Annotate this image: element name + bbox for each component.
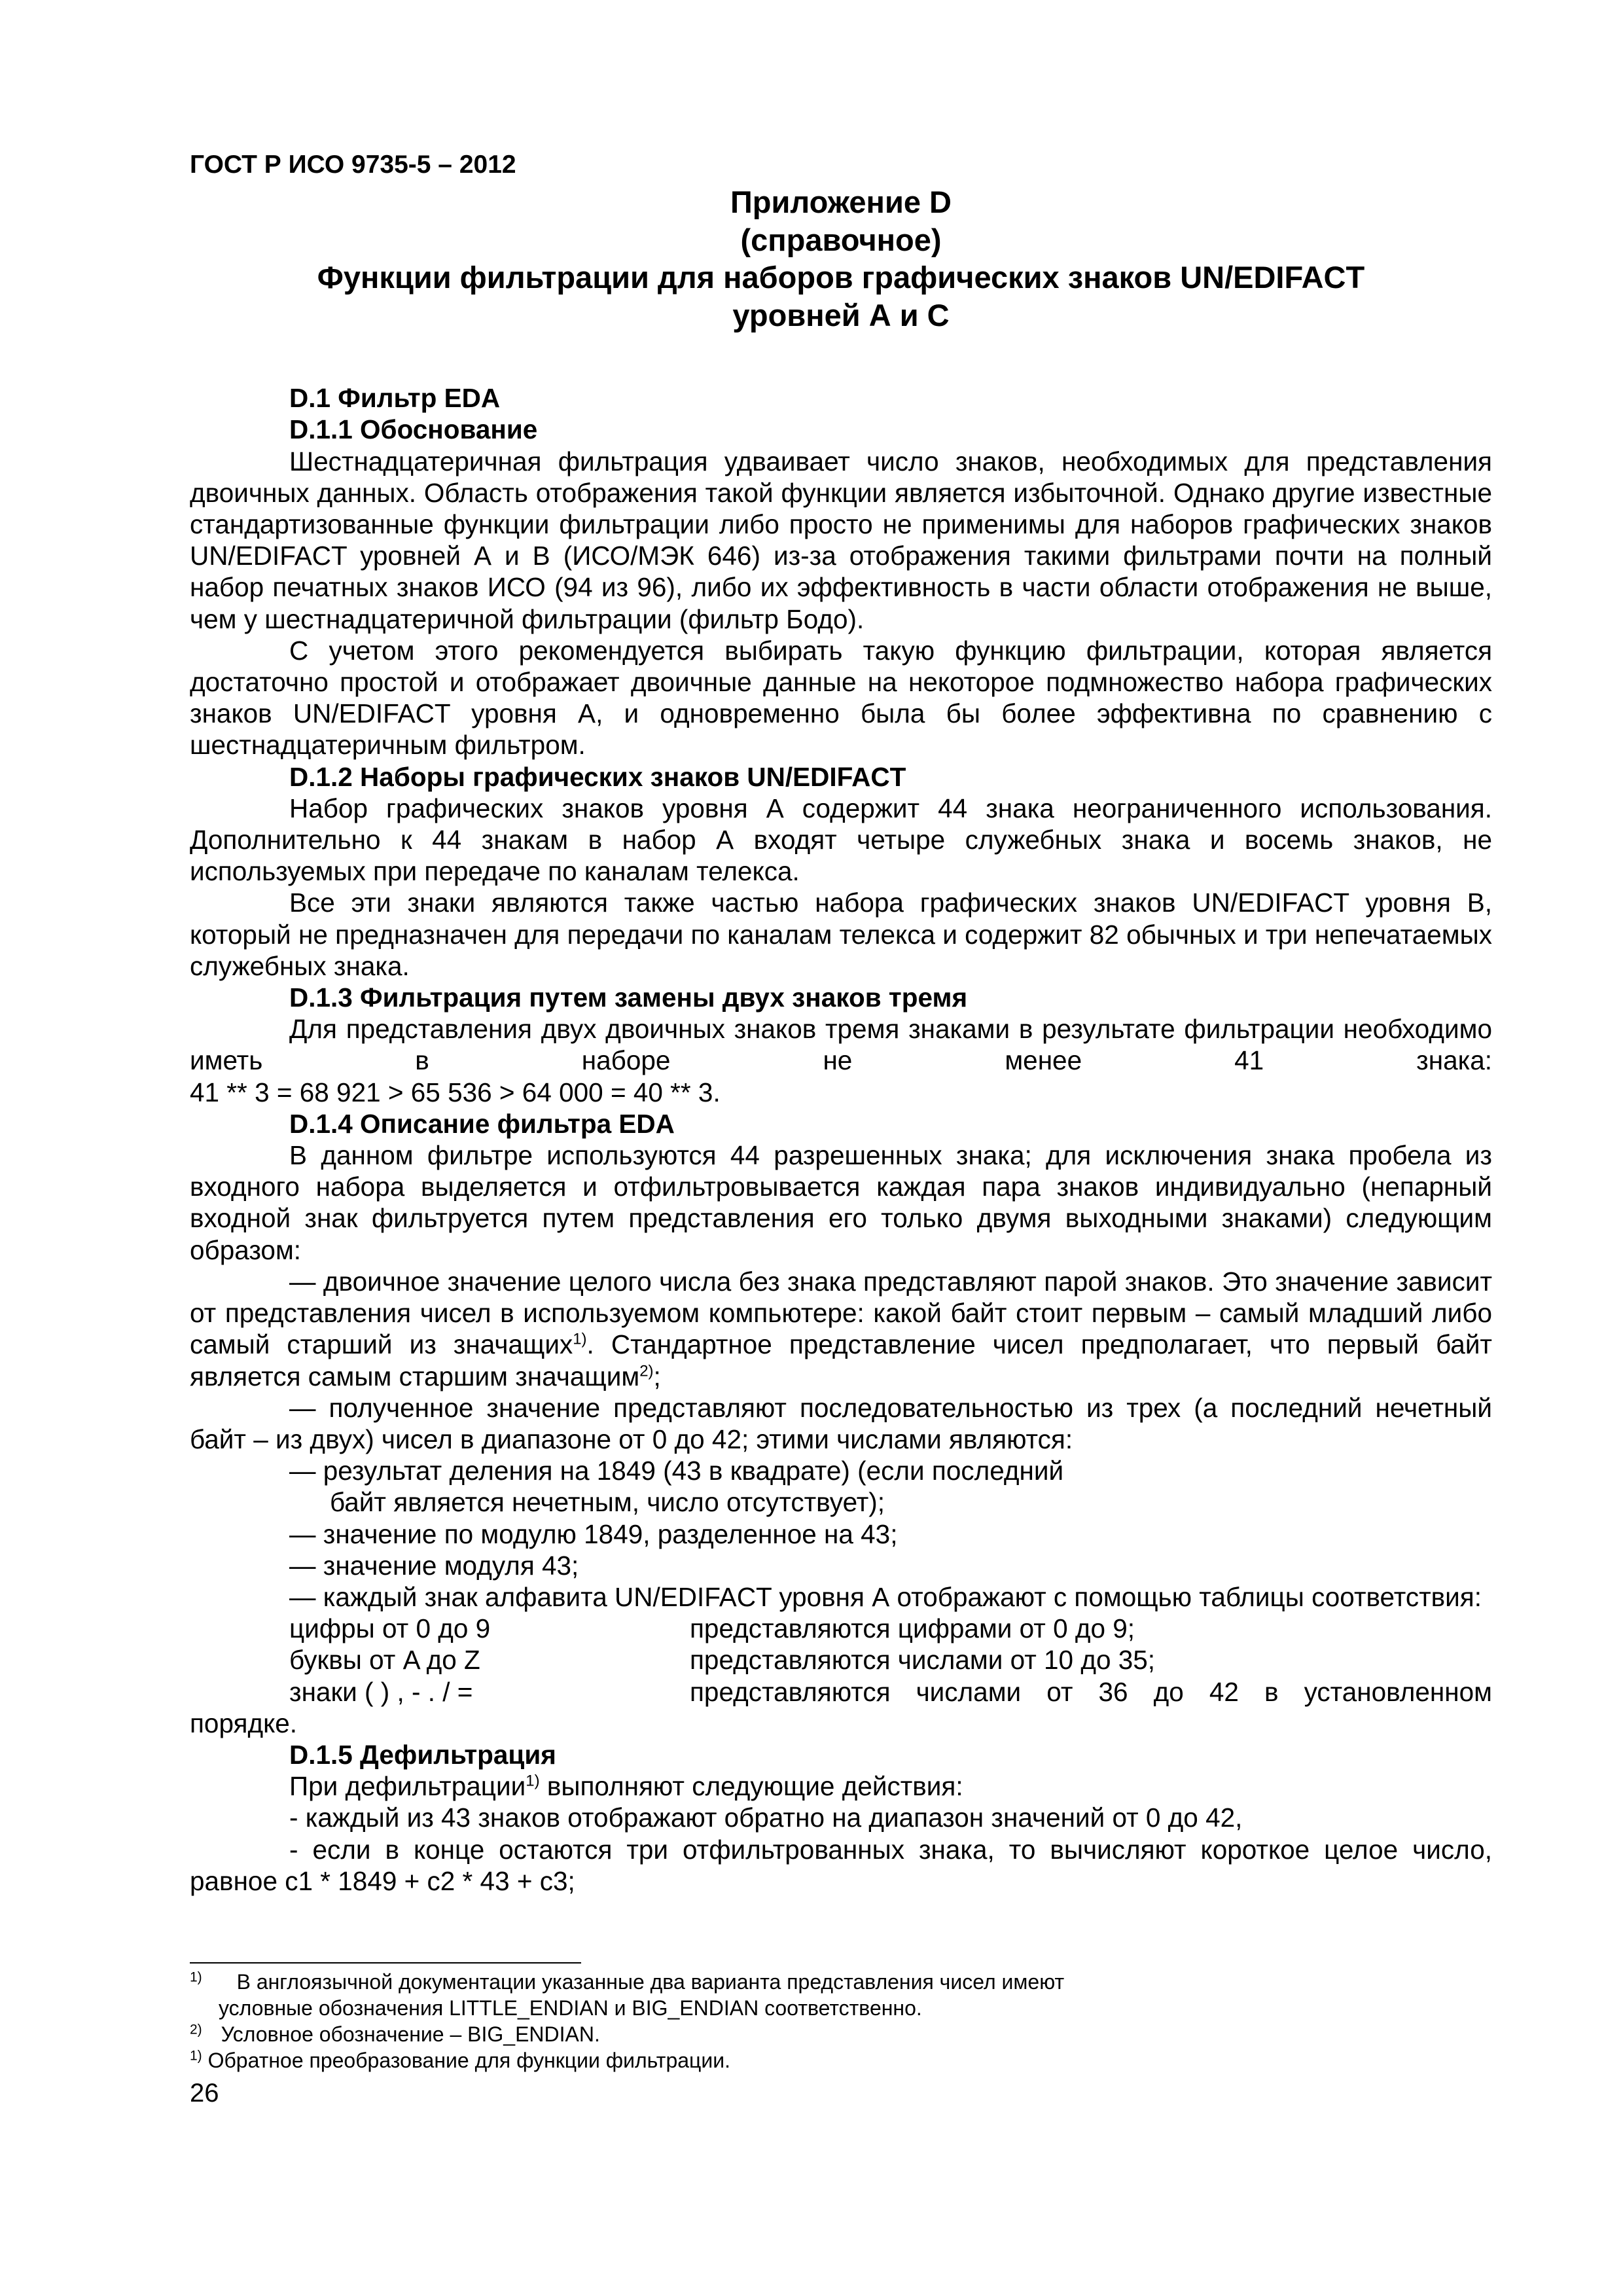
footnote-ref: 1) xyxy=(526,1772,540,1790)
footnotes xyxy=(190,1969,1492,2073)
bullet-d14-5: — значение модуля 43; xyxy=(289,1550,579,1581)
paragraph-text: При дефильтрации xyxy=(289,1771,526,1802)
mapping-left: цифры от 0 до 9 xyxy=(289,1613,491,1644)
heading-d1: D.1 Фильтр EDA xyxy=(289,383,501,414)
mapping-right: представляются цифрами от 0 до 9; xyxy=(690,1613,1135,1644)
annex-title-block xyxy=(190,183,1492,334)
footnote-text: условные обозначения LITTLE_ENDIAN и BIG_ENDIAN соответственно. xyxy=(219,1996,922,2020)
footnote-3 xyxy=(190,2047,1492,2073)
annex-name-line2: уровней А и С xyxy=(732,297,950,332)
annex-type: (справочное) xyxy=(740,222,942,257)
paragraph-d13-1: Для представления двух двоичных знаков тремя знаками в результате фильтрации необходимо иметь в наборе не менее 41 знака: xyxy=(190,1014,1492,1076)
mapping-left: буквы от A до Z xyxy=(289,1645,480,1676)
mapping-right: представляются числами от 36 до 42 в установленном xyxy=(690,1676,1492,1707)
paragraph-d15-3: - если в конце остаются три отфильтрованных знака, то вычисляют короткое целое число, равное с1 * 1849 + с2 * 43 + с3; xyxy=(190,1834,1492,1896)
footnote-2 xyxy=(190,2021,1492,2047)
heading-d14: D.1.4 Описание фильтра EDA xyxy=(289,1108,675,1139)
mapping-row xyxy=(190,1613,1492,1644)
footnote-text: Обратное преобразование для функции фильтрации. xyxy=(207,2048,730,2072)
mapping-left: знаки ( ) , - . / = xyxy=(289,1676,473,1707)
footnote-ref: 1) xyxy=(573,1330,587,1348)
paragraph-d12-2: Все эти знаки являются также частью набора графических знаков UN/EDIFACT уровня В, который не предназначен для передачи по каналам телекса и содержит 82 обычных и три непечатаемых служебных знака. xyxy=(190,888,1492,981)
footnote-text: Условное обозначение – BIG_ENDIAN. xyxy=(221,2022,600,2046)
paragraph-d11-2: С учетом этого рекомендуется выбирать такую функцию фильтрации, которая является достаточно простой и отображает двоичные данные на некоторое подмножество набора графических знаков UN/EDIFACT уровня А, и одновременно была бы более эффективна по сравнению с шестнадцатеричным фильтром. xyxy=(190,635,1492,761)
bullet-text: — результат деления на 1849 (43 в квадрате) (если последний xyxy=(289,1456,1064,1486)
footnote-separator xyxy=(190,1962,581,1964)
document-id: ГОСТ Р ИСО 9735-5 – 2012 xyxy=(190,151,516,179)
footnote-1 xyxy=(190,1969,1492,2021)
bullet-text: — двоичное значение целого числа без знака представляют парой знаков. Это значение зависит от представления чисел в используемом компьютере: какой байт стоит первым – самый младший либо самый старший из значащих xyxy=(190,1266,1492,1360)
footnote-text: В англоязычной документации указанные два варианта представления чисел имеют xyxy=(236,1969,1065,1994)
mapping-end: порядке. xyxy=(190,1708,298,1738)
page-number: 26 xyxy=(190,2078,219,2108)
footnote-ref: 2) xyxy=(639,1362,654,1380)
mapping-row xyxy=(190,1644,1492,1676)
footnote-mark: 2) xyxy=(190,2022,202,2037)
paragraph-text: выполняют следующие действия: xyxy=(539,1771,963,1802)
paragraph-d15-1 xyxy=(190,1770,1492,1802)
bullet-d14-2: — полученное значение представляют последовательностью из трех (а последний нечетный байт – из двух) чисел в диапазоне от 0 до 42; этими числами являются: xyxy=(190,1392,1492,1454)
paragraph-d14-1: В данном фильтре используются 44 разрешенных знака; для исключения знака пробела из входного набора выделяется и отфильтровывается каждая пара знаков индивидуально (непарный входной знак фильтруется путем представления его только двумя выходными знаками) следующим образом: xyxy=(190,1140,1492,1265)
footnote-mark: 1) xyxy=(190,2048,202,2064)
paragraph-d12-1: Набор графических знаков уровня А содержит 44 знака неограниченного использования. Дополнительно к 44 знакам в набор А входят четыре служебных знака и восемь знаков, не используемых при передаче по каналам телекса. xyxy=(190,793,1492,887)
heading-d15: D.1.5 Дефильтрация xyxy=(289,1739,556,1770)
heading-d12: D.1.2 Наборы графических знаков UN/EDIFACT xyxy=(289,761,906,792)
bullet-d14-1 xyxy=(190,1266,1492,1392)
heading-d13: D.1.3 Фильтрация путем замены двух знаков тремя xyxy=(289,982,968,1013)
annex-name-line1: Функции фильтрации для наборов графических знаков UN/EDIFACT xyxy=(317,260,1365,295)
page-content xyxy=(190,149,1492,2109)
mapping-row xyxy=(190,1676,1492,1708)
bullet-text: . Стандартное представление чисел предполагает, что первый байт является самым старшим значащим xyxy=(190,1329,1492,1391)
bullet-d14-4: — значение по модулю 1849, разделенное на 43; xyxy=(289,1518,898,1549)
bullet-text: байт является нечетным, число отсутствует); xyxy=(330,1487,885,1518)
heading-d11: D.1.1 Обоснование xyxy=(289,414,538,445)
footnote-mark: 1) xyxy=(190,1969,202,1985)
bullet-text: ; xyxy=(653,1361,661,1391)
bullet-d14-3 xyxy=(190,1455,1492,1518)
formula-d13: 41 ** 3 = 68 921 > 65 536 > 64 000 = 40 ** 3. xyxy=(190,1077,721,1107)
paragraph-d15-2: - каждый из 43 знаков отображают обратно на диапазон значений от 0 до 42, xyxy=(289,1803,1243,1833)
paragraph-d11-1: Шестнадцатеричная фильтрация удваивает число знаков, необходимых для представления двоичных данных. Область отображения такой функции является избыточной. Однако другие известные стандартизованные функции фильтрации либо просто не применимы для наборов графических знаков UN/EDIFACT уровней А и В (ИСО/МЭК 646) из-за отображения такими фильтрами почти на полный набор печатных знаков ИСО (94 из 96), либо их эффективность в части области отображения не выше, чем у шестнадцатеричной фильтрации (фильтр Бодо). xyxy=(190,446,1492,634)
annex-title: Приложение D xyxy=(730,185,952,220)
bullet-d14-6: — каждый знак алфавита UN/EDIFACT уровня А отображают с помощью таблицы соответствия: xyxy=(289,1581,1482,1612)
mapping-right: представляются числами от 10 до 35; xyxy=(690,1645,1156,1676)
